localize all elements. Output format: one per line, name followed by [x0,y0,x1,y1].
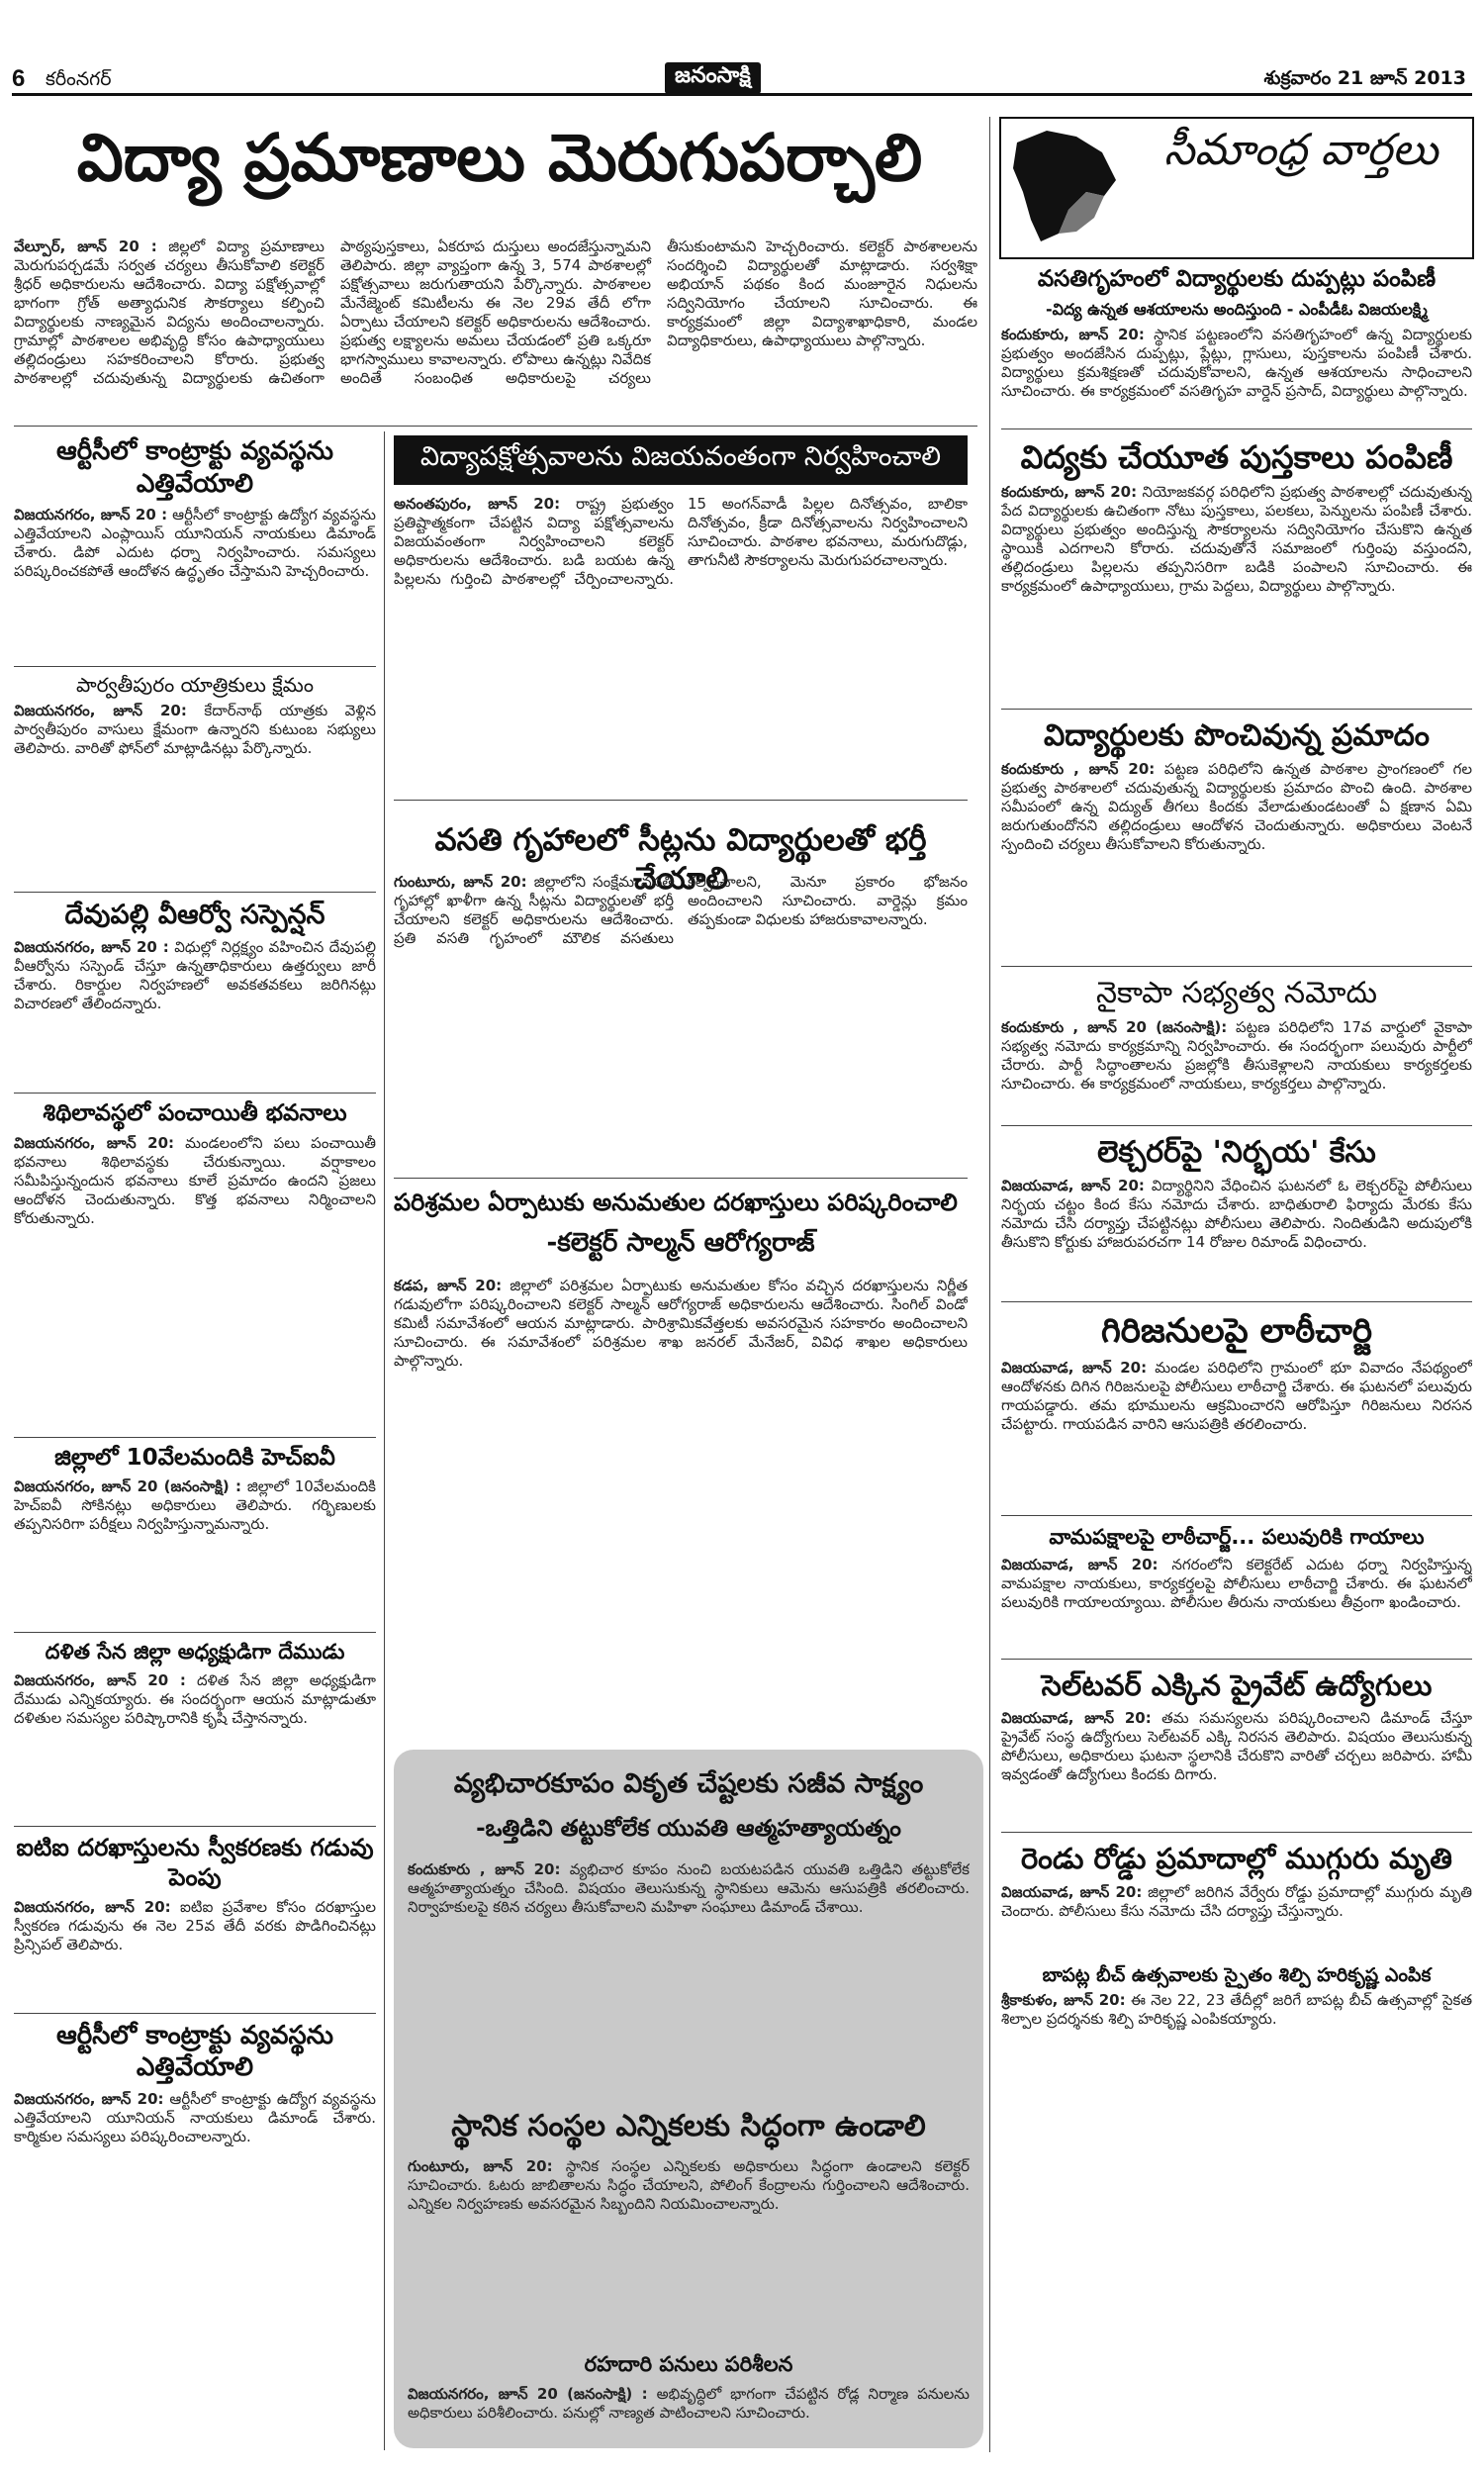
dateline: గుంటూరు, జూన్ 20: [408,2157,553,2175]
dateline: కడప, జూన్ 20: [394,1277,503,1294]
body: దళిత సేన జిల్లా అధ్యక్షుడిగా దేముడు ఎన్నికయ్యారు. ఈ సందర్భంగా ఆయన మాట్లాడుతూ దళితుల సమస్యల పరిష్కారానికి కృషి చేస్తానన్నారు. [14,1670,376,1727]
body: నియోజకవర్గ పరిధిలోని ప్రభుత్వ పాఠశాలల్లో చదువుతున్న పేద విద్యార్థులకు ఉచితంగా నోటు పుస్తకాలు, పలకలు, పెన్నులను పంపిణీ చేశారు. విద్యార్థులు ప్రభుత్వం అందిస్తున్న సౌకర్యాలను సద్వినియోగం చేసుకొని ఉన్నత స్థాయికి ఎదగాలని కోరారు. చదువుతోనే సమాజంలో గుర్తింపు వస్తుందని, తల్లిదండ్రులు పిల్లలను తప్పనిసరిగా బడికి పంపాలని సూచించారు. ఈ కార్యక్రమంలో ఉపాధ్యాయులు, గ్రామ పెద్దలు, విద్యార్థులు పాల్గొన్నారు. [1001,482,1472,595]
right-article-1-body [1001,326,1472,421]
right-article-8-body [1001,1709,1472,1824]
left-article-7-body [14,1898,376,2007]
hostel-body [394,873,968,1170]
lead-dateline: వేల్పూర్, జూన్ 20 : [14,238,157,255]
left-article-2-title: పార్వతీపురం యాత్రికులు క్షేమం [76,673,314,697]
lead-bottom-rule [14,426,977,427]
divider [14,2013,376,2014]
divider [14,1093,376,1094]
dateline: గుంటూరు, జూన్ 20: [394,873,527,891]
dateline: శ్రీకాకుళం, జూన్ 20: [1001,1991,1126,2010]
dateline: కందుకూరు, జూన్ 20: [1001,325,1145,343]
dateline: విజయవాడ, జూన్ 20: [1001,1358,1148,1377]
dateline: కందుకూరు , జూన్ 20: [408,1860,561,1878]
divider [1001,1659,1472,1660]
page-number: 6 [12,65,26,92]
body: తమ సమస్యలను పరిష్కరించాలని డిమాండ్ చేస్తూ ప్రైవేట్ సంస్థ ఉద్యోగులు సెల్‌టవర్ ఎక్కి నిరసన తెలిపారు. విషయం తెలుసుకున్న పోలీసులు, అధికారులు ఘటనా స్థలానికి చేరుకొని వారితో చర్చలు జరిపారు. హామీ ఇవ్వడంతో ఉద్యోగులు కిందకు దిగారు. [1001,1709,1472,1784]
dateline: కందుకూరు , జూన్ 20: [1001,760,1156,779]
dateline: విజయవాడ, జూన్ 20: [1001,1882,1143,1901]
left-article-7-title: ఐటిఐ దరఖాస్తులను స్వీకరణకు గడువు పెంపు [16,1833,374,1891]
right-article-2-title: విద్యకు చేయూత పుస్తకాలు పంపిణీ [1020,437,1453,476]
left-article-5-body [14,1477,376,1626]
dateline: విజయనగరం, జూన్ 20 : [14,506,168,523]
right-article-10-title: బాపట్ల బీచ్ ఉత్సవాలకు స్పైతం శిల్పి హరికృష్ణ ఎంపిక [1042,1963,1432,1986]
divider [1001,709,1472,710]
divider [14,892,376,893]
left-article-8-body [14,2090,376,2268]
lead-body: జిల్లలో విద్యా ప్రమాణాలు మెరుగుపర్చడమే సర్వత చర్యలు తీసుకోవాలి కలెక్టర్ శ్రీధర్ అధికారులను ఆదేశించారు. విద్యా పక్షోత్సవాల్లో భాగంగా గ్రోత్ అత్యాధునిక సౌకర్యాలు కల్పించి విద్యార్థులకు నాణ్యమైన విద్యను అందించాలన్నారు. గ్రామాల్లో పాఠశాలల అభివృద్ధి కోసం ఉపాధ్యాయులు తల్లిదండ్రులు సహకరించాలని కోరారు. ప్రభుత్వ పాఠశాలల్లో చదువుతున్న విద్యార్థులకు ఉచితంగా పాఠ్యపుస్తకాలు, ఏకరూప దుస్తులు అందజేస్తున్నామని తెలిపారు. జిల్లా వ్యాప్తంగా ఉన్న 3, 574 పాఠశాలల్లో పక్షోత్సవాలు జరుగుతాయని పేర్కొన్నారు. పాఠశాలల మేనేజ్మెంట్ కమిటీలను ఈ నెల 29వ తేదీ లోగా ఏర్పాటు చేయాలని కలెక్టర్ అధికారులను ఆదేశించారు. ప్రభుత్వ లక్ష్యాలను అమలు చేయడంలో ప్రతి ఒక్కరూ భాగస్వాములు కావాలన్నారు. లోపాలు ఉన్నట్లు నివేదిక అందితే సంబంధిత అధికారులపై చర్యలు తీసుకుంటామని హెచ్చరించారు. కలెక్టర్ పాఠశాలలను సందర్శించి విద్యార్థులతో మాట్లాడారు. సర్వశిక్షా అభియాన్ పథకం కింద మంజూరైన నిధులను సద్వినియోగం చేయాలని సూచించారు. ఈ కార్యక్రమంలో జిల్లా విద్యాశాఖాధికారి, మండల విద్యాధికారులు, ఉపాధ్యాయులు పాల్గొన్నారు. [14,238,977,387]
body: విధుల్లో నిర్లక్ష్యం వహించిన దేవుపల్లి వీఆర్వోను సస్పెండ్ చేస్తూ ఉన్నతాధికారులు ఉత్తర్వులు జారీ చేశారు. రికార్డుల నిర్వహణలో అవకతవకలు జరిగినట్లు విచారణలో తేలిందన్నారు. [14,937,376,1012]
divider [1001,1832,1472,1833]
dateline: విజయనగరం, జూన్ 20: [14,2089,164,2108]
left-article-6-title: దళిత సేన జిల్లా అధ్యక్షుడిగా దేముడు [45,1640,345,1665]
seemandhra-banner: సీమాంధ్ర వార్తలు [1163,125,1438,175]
body: స్థానిక సంస్థల ఎన్నికలకు అధికారులు సిద్ధంగా ఉండాలని కలెక్టర్ సూచించారు. ఓటరు జాబితాలను సిద్ధం చేయాలని, పోలింగ్ కేంద్రాలను గుర్తించాలని ఆదేశించారు. ఎన్నికల నిర్వహణకు అవసరమైన సిబ్బందిని నియమించాలన్నారు. [408,2157,970,2213]
body: రాష్ట్ర ప్రభుత్వం ప్రతిష్టాత్మకంగా చేపట్టిన విద్యా పక్షోత్సవాలను విజయవంతంగా నిర్వహించాలని కలెక్టర్ అధికారులను ఆదేశించారు. బడి బయట ఉన్న పిల్లలను గుర్తించి పాఠశాలల్లో చేర్పించాలన్నారు. 15 అంగన్‌వాడీ పిల్లల దినోత్సవం, బాలికా దినోత్సవం, క్రీడా దినోత్సవాలను నిర్వహించాలని సూచించారు. పాఠశాల భవనాలు, మరుగుదొడ్లు, తాగునీటి సౌకర్యాలను మెరుగుపరచాలన్నారు. [394,495,968,588]
column-rule [989,117,990,2452]
left-column-rule [384,431,385,2450]
divider [394,800,968,801]
body: ఈ నెల 22, 23 తేదీల్లో జరిగే బాపట్ల బీచ్ ఉత్సవాల్లో సైకత శిల్పాల ప్రదర్శనకు శిల్పి హరికృష్ణ ఎంపికయ్యారు. [1001,1991,1472,2029]
dateline: విజయనగరం, జూన్ 20: [14,702,187,719]
right-article-7-body [1001,1556,1472,1651]
industry-body [394,1277,968,1742]
right-article-5-title: లెక్చరర్‌పై 'నిర్భయ' కేసు [1097,1134,1376,1170]
right-article-4-title: నైకాపా సభ్యత్వ నమోదు [1095,976,1378,1011]
body: కేదార్‌నాథ్ యాత్రకు వెళ్లిన పార్వతీపురం వాసులు క్షేమంగా ఉన్నారని కుటుంబ సభ్యులు తెలిపారు. వారితో ఫోన్‌లో మాట్లాడినట్లు పేర్కొన్నారు. [14,702,376,757]
left-article-4-title: శిథిలావస్థలో పంచాయితీ భవనాలు [43,1099,347,1126]
body: ఆర్టీసీలో కాంట్రాక్టు ఉద్యోగ వ్యవస్థను ఎత్తివేయాలని యూనియన్ నాయకులు డిమాండ్ చేశారు. కార్మికుల సమస్యలు పరిష్కరించాలన్నారు. [14,2089,376,2145]
left-article-1-title: ఆర్టీసీలో కాంట్రాక్టు వ్యవస్థను ఎత్తివేయాలి [56,436,333,499]
right-article-10-body [1001,1991,1472,2048]
body: పట్టణ పరిధిలోని 17వ వార్డులో వైకాపా సభ్యత్వ నమోదు కార్యక్రమాన్ని నిర్వహించారు. ఈ సందర్భంగా పలువురు పార్టీలో చేరారు. పార్టీ సిద్ధాంతాలను ప్రజల్లోకి తీసుకెళ్లాలని నాయకులు కార్యకర్తలకు సూచించారు. ఈ కార్యక్రమంలో నాయకులు, కార్యకర్తలు పాల్గొన్నారు. [1001,1017,1472,1093]
dateline: కందుకూరు , జూన్ 20 (జనంసాక్షి): [1001,1017,1228,1036]
left-column [14,435,376,2454]
left-article-5-title: జిల్లాలో 10వేలమందికి హెచ్ఐవీ [54,1444,335,1471]
body: జిల్లాలో జరిగిన వేర్వేరు రోడ్డు ప్రమాదాల్లో ముగ్గురు మృతి చెందారు. పోలీసులు కేసు నమోదు చేసి దర్యాప్తు చేస్తున్నారు. [1001,1882,1472,1920]
center-boxed-headline: విద్యాపక్షోత్సవాలను విజయవంతంగా నిర్వహించాలి [394,435,968,485]
right-article-3-body [1001,760,1472,958]
right-article-6-title: గిరిజనులపై లాఠీచార్జి [1100,1311,1372,1352]
left-article-1-body [14,506,376,660]
andhra-map-icon [1007,123,1126,249]
right-article-6-body [1001,1359,1472,1507]
divider [1001,1301,1472,1302]
body: వ్యభిచార కూపం నుంచి బయటపడిన యువతి ఒత్తిడిని తట్టుకోలేక ఆత్మహత్యాయత్నం చేసింది. విషయం తెలుసుకున్న స్థానికులు ఆమెను ఆసుపత్రికి తరలించారు. నిర్వాహకులపై కఠిన చర్యలు తీసుకోవాలని మహిళా సంఘాలు డిమాండ్ చేశాయి. [408,1860,970,1916]
gray-box-headline: వ్యభిచారకూపం వికృత చేష్టలకు సజీవ సాక్ష్యం [453,1768,924,1799]
body: పట్టణ పరిధిలోని ఉన్నత పాఠశాల ప్రాంగణంలో గల ప్రభుత్వ పాఠశాలలో చదువుతున్న విద్యార్థులకు ప్రమాదం పొంచి ఉంది. పాఠశాల సమీపంలో ఉన్న విద్యుత్ తీగలు కిందకు వేలాడుతుండటంతో ఏ క్షణాన ఏమి జరుగుతుందోనని తల్లిదండ్రులు ఆందోళన చెందుతున్నారు. అధికారులు వెంటనే స్పందించి చర్యలు తీసుకోవాలని కోరుతున్నారు. [1001,760,1472,854]
body: జిల్లాలోని సంక్షేమ వసతి గృహాల్లో ఖాళీగా ఉన్న సీట్లను విద్యార్థులతో భర్తీ చేయాలని కలెక్టర్ అధికారులను ఆదేశించారు. ప్రతి వసతి గృహంలో మౌలిక వసతులు కల్పించాలని, మెనూ ప్రకారం భోజనం అందించాలని సూచించారు. వార్డెన్లు క్రమం తప్పకుండా విధులకు హాజరుకావాలన్నారు. [394,873,968,947]
divider [394,1178,968,1179]
left-article-4-body [14,1134,376,1431]
body: స్థానిక పట్టణంలోని వసతిగృహంలో ఉన్న విద్యార్థులకు ప్రభుత్వం అందజేసిన దుప్పట్లు, ప్లేట్లు, గ్లాసులు, పుస్తకాలను పంపిణీ చేశారు. విద్యార్థులు క్రమశిక్షణతో చదువుకోవాలని, ఉన్నత ఆశయాలను సాధించాలని సూచించారు. ఈ కార్యక్రమంలో వసతిగృహ వార్డెన్ ప్రసాద్, విద్యార్థులు పాల్గొన్నారు. [1001,325,1472,400]
dateline: విజయనగరం, జూన్ 20 : [14,1670,186,1689]
left-article-2-body [14,702,376,886]
election-body [408,2157,970,2345]
right-article-4-body [1001,1018,1472,1117]
roads-headline: రహదారి పనులు పరిశీలన [584,2352,793,2376]
divider [14,1632,376,1633]
right-article-9-body [1001,1883,1472,1960]
issue-date: శుక్రవారం 21 జూన్ 2013 [1263,67,1466,89]
body: విద్యార్థినిని వేధించిన ఘటనలో ఓ లెక్చరర్‌పై పోలీసులు నిర్భయ చట్టం కింద కేసు నమోదు చేశారు. బాధితురాలి ఫిర్యాదు మేరకు కేసు నమోదు చేసి దర్యాప్తు చేపట్టినట్లు పోలీసులు తెలిపారు. నిందితుడిని అదుపులోకి తీసుకొని కోర్టుకు హాజరుపరచగా 14 రోజుల రిమాండ్ విధించారు. [1001,1177,1472,1252]
body: మండల పరిధిలోని గ్రామంలో భూ వివాదం నేపథ్యంలో ఆందోళనకు దిగిన గిరిజనులపై పోలీసులు లాఠీచార్జి చేశారు. ఈ ఘటనలో పలువురు గాయపడ్డారు. తమ భూములను ఆక్రమించారని ఆరోపిస్తూ గిరిజనులు నిరసన చేపట్టారు. గాయపడిన వారిని ఆసుపత్రికి తరలించారు. [1001,1358,1472,1433]
dateline: విజయనగరం, జూన్ 20: [14,1897,171,1916]
dateline: విజయనగరం, జూన్ 20 (జనంసాక్షి) : [408,2385,648,2403]
right-article-1-subtitle: -విద్య ఉన్నత ఆశయాలను అందిస్తుంది - ఎంపీడీఓ విజయలక్ష్మి [1045,299,1429,319]
election-headline: స్థానిక సంస్థల ఎన్నికలకు సిద్ధంగా ఉండాలి [451,2109,926,2143]
right-column [1001,265,1472,2452]
divider [1001,966,1472,967]
right-article-1-title: వసతిగృహంలో విద్యార్థులకు దుప్పట్లు పంపిణీ [1037,266,1437,292]
dateline: విజయనగరం, జూన్ 20: [14,1133,175,1152]
dateline: అనంతపురం, జూన్ 20: [394,495,561,513]
dateline: విజయనగరం, జూన్ 20 (జనంసాక్షి) : [14,1477,242,1496]
divider [14,1437,376,1438]
body: జిల్లాలో 10వేలమందికి హెచ్ఐవీ సోకినట్లు అధికారులు తెలిపారు. గర్భిణులకు తప్పనిసరిగా పరీక్షలు నిర్వహిస్తున్నామన్నారు. [14,1477,376,1534]
page-header [12,59,1472,96]
dateline: విజయనగరం, జూన్ 20 : [14,937,169,956]
right-article-5-body [1001,1177,1472,1293]
lead-headline: విద్యా ప్రమాణాలు మెరుగుపర్చాలి [76,120,923,196]
edition-name: కరీంనగర్ [46,68,112,90]
body: నగరంలోని కలెక్టరేట్ ఎదుట ధర్నా నిర్వహిస్తున్న వామపక్షాల నాయకులు, కార్యకర్తలపై పోలీసులు లాఠీచార్జి చేశారు. ఈ ఘటనలో పలువురికి గాయాలయ్యాయి. పోలీసుల తీరును నాయకులు తీవ్రంగా ఖండించారు. [1001,1556,1472,1611]
divider [1001,1125,1472,1126]
left-article-3-body [14,938,376,1087]
divider [14,666,376,667]
paper-logo: జనంసాక్షి [665,62,761,94]
lead-article-body [14,238,977,422]
dateline: విజయవాడ, జూన్ 20: [1001,1709,1152,1728]
body: ఆర్టీసీలో కాంట్రాక్టు ఉద్యోగ వ్యవస్థను ఎత్తివేయాలని ఎంప్లాయిస్ యూనియన్ నాయకులు డిమాండ్ చేశారు. డిపో ఎదుట ధర్నా నిర్వహించారు. సమస్యలు పరిష్కరించకపోతే ఆందోళన ఉద్ధృతం చేస్తామని హెచ్చరించారు. [14,506,376,580]
gray-box-subtitle: -ఒత్తిడిని తట్టుకోలేక యువతి ఆత్మహత్యాయత్నం [476,1816,901,1842]
divider [1001,428,1472,429]
industry-headline: పరిశ్రమల ఏర్పాటుకు అనుమతుల దరఖాస్తులు పరిష్కరించాలి [394,1189,958,1216]
left-article-6-body [14,1671,376,1820]
divider [14,1826,376,1827]
divider [1001,1515,1472,1516]
right-article-9-title: రెండు రోడ్డు ప్రమాదాల్లో ముగ్గురు మృతి [1020,1842,1452,1876]
body: అభివృద్ధిలో భాగంగా చేపట్టిన రోడ్ల నిర్మాణ పనులను అధికారులు పరిశీలించారు. పనుల్లో నాణ్యత పాటించాలని సూచించారు. [408,2385,970,2422]
right-article-3-title: విద్యార్థులకు పొంచివున్న ప్రమాదం [1043,717,1431,753]
dateline: విజయవాడ, జూన్ 20: [1001,1177,1145,1195]
left-article-8-title: ఆర్టీసీలో కాంట్రాక్టు వ్యవస్థను ఎత్తివేయాలి [56,2020,333,2082]
left-article-3-title: దేవుపల్లి వీఆర్వో సస్పెన్షన్ [64,900,325,930]
body: జిల్లాలో పరిశ్రమల ఏర్పాటుకు అనుమతుల కోసం వచ్చిన దరఖాస్తులను నిర్ణీత గడువులోగా పరిష్కరించాలని కలెక్టర్ సాల్మన్ ఆరోగ్యరాజ్ అధికారులను ఆదేశించారు. సింగిల్ విండో కమిటీ సమావేశంలో ఆయన మాట్లాడారు. పారిశ్రామికవేత్తలకు అవసరమైన సహకారం అందించాలని సూచించారు. ఈ సమావేశంలో పరిశ్రమల శాఖ జనరల్ మేనేజర్, వివిధ శాఖల అధికారులు పాల్గొన్నారు. [394,1277,968,1370]
center-boxed-body [394,495,968,792]
right-article-7-title: వామపక్షాలపై లాఠీచార్జ్... పలువురికి గాయాలు [1049,1524,1425,1549]
body: ఐటిఐ ప్రవేశాల కోసం దరఖాస్తుల స్వీకరణ గడువును ఈ నెల 25వ తేదీ వరకు పొడిగించినట్లు ప్రిన్సిపల్ తెలిపారు. [14,1897,376,1953]
dateline: విజయవాడ, జూన్ 20: [1001,1556,1159,1573]
body: మండలంలోని పలు పంచాయితీ భవనాలు శిథిలావస్థకు చేరుకున్నాయి. వర్షాకాలం సమీపిస్తున్నందున భవనాలు కూలే ప్రమాదం ఉందని ప్రజలు ఆందోళన చెందుతున్నారు. కొత్త భవనాలు నిర్మించాలని కోరుతున్నారు. [14,1133,376,1227]
roads-body [408,2385,970,2440]
hostel-headline: వసతి గృహాలలో సీట్లను విద్యార్థులతో భర్తీ చేయాలి [434,822,927,897]
industry-subtitle: -కలెక్టర్ సాల్మన్ ఆరోగ్యరాజ్ [546,1228,815,1258]
gray-box-body [408,1860,970,2098]
dateline: కందుకూరు, జూన్ 20: [1001,482,1138,501]
right-article-8-title: సెల్‌టవర్ ఎక్కిన ప్రైవేట్ ఉద్యోగులు [1041,1668,1433,1702]
right-article-2-body [1001,483,1472,701]
